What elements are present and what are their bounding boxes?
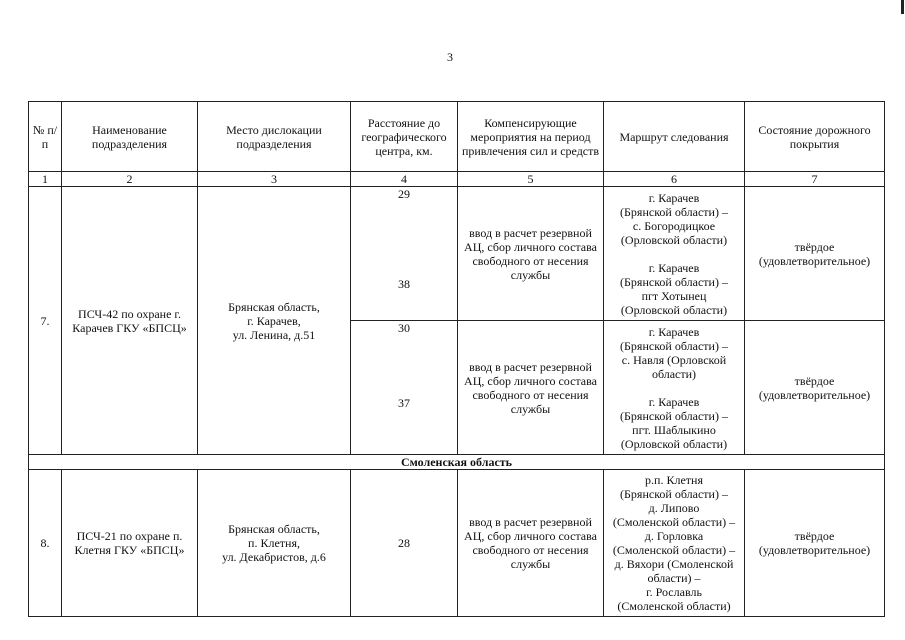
measures-cell: ввод в расчет резервной АЦ, сбор личного состава свободного от несения службы (458, 187, 604, 321)
route-line: (Смоленской области) – (612, 543, 736, 557)
distance-value: 30 (398, 321, 410, 335)
route-line: г. Карачев (648, 190, 700, 205)
route-line: (Брянской области) – (620, 204, 728, 219)
road-condition: твёрдое (удовлетворительное) (745, 187, 885, 321)
route-line: д. Горловка (644, 529, 704, 543)
route-cell (604, 470, 745, 617)
road-condition: твёрдое (удовлетворительное) (745, 321, 885, 455)
location-line: г. Карачев, (247, 313, 301, 328)
measures-cell: ввод в расчет резервной АЦ, сбор личного состава свободного от несения службы (458, 470, 604, 617)
unit-name: ПСЧ-42 по охране г. Карачев ГКУ «БПСЦ» (62, 187, 198, 455)
route-line: д. Вяхори (Смоленской (614, 557, 734, 571)
measures-cell: ввод в расчет резервной АЦ, сбор личного состава свободного от несения службы (458, 321, 604, 455)
header-location: Место дислокации подразделения (198, 102, 351, 172)
road-condition: твёрдое (удовлетворительное) (745, 470, 885, 617)
distance-value: 37 (398, 396, 410, 410)
column-number-row (29, 172, 885, 187)
route-line: области) – (647, 571, 701, 585)
page-number: 3 (447, 50, 453, 64)
route-line: г. Карачев (648, 260, 700, 275)
location-line: ул. Ленина, д.51 (232, 327, 316, 342)
route-gap (606, 381, 742, 395)
route-line: (Брянской области) – (620, 408, 728, 423)
route-line: г. Карачев (648, 324, 700, 339)
route-line: (Брянской области) – (620, 274, 728, 289)
units-table (28, 101, 885, 617)
route-line: р.п. Клетня (645, 473, 703, 487)
distance-cell (351, 321, 458, 455)
column-number: 4 (351, 172, 458, 187)
distance-value: 28 (351, 470, 458, 617)
column-number: 1 (29, 172, 62, 187)
route-cell (604, 321, 745, 455)
route-line: д. Липово (648, 501, 700, 515)
header-road: Состояние дорожного покрытия (745, 102, 885, 172)
header-measures: Компенсирующие мероприятия на период привлечения сил и средств (458, 102, 604, 172)
column-number: 3 (198, 172, 351, 187)
column-number: 5 (458, 172, 604, 187)
route-line: с. Богородицкое (632, 218, 716, 233)
header-num: № п/п (29, 102, 62, 172)
header-row (29, 102, 885, 172)
location-line: Брянская область, (228, 522, 320, 536)
route-line: г. Рославль (646, 585, 702, 599)
row-number: 8. (29, 470, 62, 617)
region-title: Смоленская область (29, 455, 885, 470)
route-line: (Орловской области) (620, 232, 728, 247)
route-line: пгт. Шаблыкино (632, 422, 716, 437)
header-distance: Расстояние до географического центра, км. (351, 102, 458, 172)
column-number: 6 (604, 172, 745, 187)
route-gap (606, 247, 742, 261)
distance-value: 38 (398, 277, 410, 291)
table-row (29, 187, 885, 321)
route-line: с. Навля (Орловской (621, 352, 727, 367)
route-cell (604, 187, 745, 321)
location-line: ул. Декабристов, д.6 (222, 550, 326, 564)
route-line: (Брянской области) – (620, 487, 728, 501)
route-line: г. Карачев (648, 394, 700, 409)
header-unit: Наименование подразделения (62, 102, 198, 172)
location-line: Брянская область, (228, 299, 320, 314)
location-line: п. Клетня, (248, 536, 300, 550)
route-line: (Орловской области) (620, 436, 728, 451)
distance-value: 29 (398, 187, 410, 201)
table-row (29, 470, 885, 617)
column-number: 7 (745, 172, 885, 187)
route-line: (Смоленской области) – (612, 515, 736, 529)
route-line: (Брянской области) – (620, 338, 728, 353)
edge-mark (901, 0, 904, 14)
route-line: пгт Хотынец (641, 288, 707, 303)
unit-name: ПСЧ-21 по охране п. Клетня ГКУ «БПСЦ» (62, 470, 198, 617)
unit-location (198, 470, 351, 617)
distance-cell (351, 187, 458, 321)
region-row (29, 455, 885, 470)
column-number: 2 (62, 172, 198, 187)
route-line: области) (651, 366, 697, 381)
unit-location (198, 187, 351, 455)
route-line: (Смоленской области) (617, 599, 731, 613)
route-line: (Орловской области) (620, 302, 728, 317)
row-number: 7. (29, 187, 62, 455)
header-route: Маршрут следования (604, 102, 745, 172)
